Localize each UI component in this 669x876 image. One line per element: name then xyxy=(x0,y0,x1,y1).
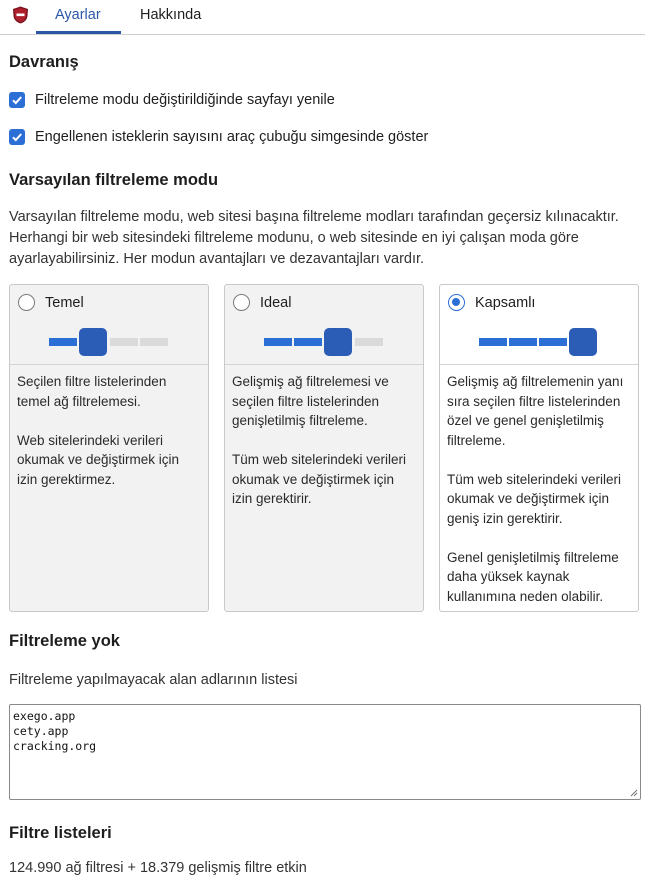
mode-permission-note: Tüm web sitelerindeki verileri okumak ve değiştirmek için izin gerektirir. xyxy=(232,452,407,506)
mode-resource-note: Genel genişletilmiş filtreleme daha yüksek kaynak kullanımına neden olabilir. xyxy=(447,549,619,604)
active-tab-indicator xyxy=(36,31,121,34)
mode-level-slider xyxy=(264,328,386,358)
radio-selected-icon[interactable] xyxy=(448,294,465,311)
mode-level-slider xyxy=(479,328,601,358)
mode-title: Kapsamlı xyxy=(475,295,536,311)
reload-on-mode-change-option[interactable] xyxy=(9,92,335,108)
mode-description: Seçilen filtre listelerinden temel ağ filtrelemesi. xyxy=(17,374,167,409)
default-mode-description: Varsayılan filtreleme modu, web sitesi başına filtreleme modları tarafından geçersiz kılınacaktır. Herhangi bir web sitesindeki filtreleme modunu, o web sitesinde en iyi çalışan moda göre ayarlayabilirsiniz. Her modun avantajları ve dezavantajları vardır. xyxy=(9,209,619,267)
mode-level-slider xyxy=(49,328,171,358)
shield-logo-icon xyxy=(12,6,29,24)
mode-card-optimal[interactable] xyxy=(224,284,424,612)
no-filtering-label: Filtreleme yapılmayacak alan adlarının listesi xyxy=(9,672,298,688)
radio-unselected-icon[interactable] xyxy=(18,294,35,311)
checkbox-label: Engellenen isteklerin sayısını araç çubuğu simgesinde göster xyxy=(35,129,429,145)
filter-lists-summary: 124.990 ağ filtresi + 18.379 gelişmiş filtre etkin xyxy=(9,860,307,876)
mode-card-basic[interactable] xyxy=(9,284,209,612)
checkbox-label: Filtreleme modu değiştirildiğinde sayfayı yenile xyxy=(35,92,335,108)
domain-line: exego.app xyxy=(13,709,76,723)
behavior-heading: Davranış xyxy=(9,53,79,71)
no-filtering-domains-textarea[interactable] xyxy=(9,704,641,800)
mode-card-complete[interactable] xyxy=(439,284,639,612)
mode-description: Gelişmiş ağ filtrelemenin yanı sıra seçilen filtre listelerinden özel ve genel genişletilmiş filtreleme. xyxy=(447,374,624,448)
resize-handle-icon[interactable] xyxy=(630,789,638,797)
tab-bar xyxy=(0,0,645,35)
domain-line: cety.app xyxy=(13,724,69,738)
checkbox-checked-icon[interactable] xyxy=(9,129,25,145)
mode-title: Ideal xyxy=(260,295,292,311)
slider-knob xyxy=(324,328,352,356)
mode-permission-note: Tüm web sitelerindeki verileri okumak ve değiştirmek için geniş izin gerektirir. xyxy=(447,471,622,526)
radio-unselected-icon[interactable] xyxy=(233,294,250,311)
slider-knob xyxy=(79,328,107,356)
mode-title: Temel xyxy=(45,295,84,311)
tab-settings[interactable]: Ayarlar xyxy=(55,7,101,23)
show-blocked-count-option[interactable] xyxy=(9,129,428,145)
tab-about[interactable]: Hakkında xyxy=(140,7,202,23)
default-mode-heading: Varsayılan filtreleme modu xyxy=(9,171,219,189)
no-filtering-heading: Filtreleme yok xyxy=(9,632,120,650)
slider-knob xyxy=(569,328,597,356)
mode-permission-note: Web sitelerindeki verileri okumak ve değiştirmek için izin gerektirmez. xyxy=(17,432,180,487)
filter-lists-heading: Filtre listeleri xyxy=(9,824,112,842)
checkbox-checked-icon[interactable] xyxy=(9,92,25,108)
mode-description: Gelişmiş ağ filtrelemesi ve seçilen filtre listelerinden genişletilmiş filtreleme. xyxy=(232,374,389,428)
domain-line: cracking.org xyxy=(13,739,97,753)
